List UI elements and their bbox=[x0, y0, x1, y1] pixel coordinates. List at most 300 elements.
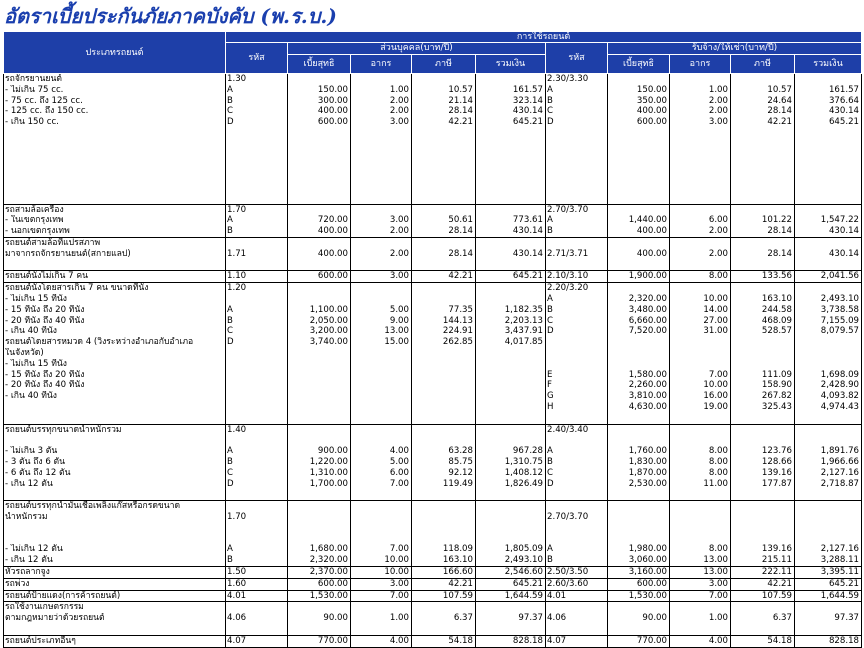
cell-line: 376.64 bbox=[828, 95, 860, 106]
commercial-vat-cell bbox=[731, 204, 795, 237]
table-row bbox=[4, 204, 862, 237]
cell-line: 2,041.56 bbox=[820, 271, 860, 282]
cell-line: 28.14 bbox=[767, 248, 792, 259]
cell-line: 1.00 bbox=[708, 613, 728, 624]
cell-line: 4.06 bbox=[547, 613, 567, 624]
cell-line: 1.70 bbox=[227, 204, 247, 215]
cell-line bbox=[413, 205, 473, 216]
cell-line: A bbox=[547, 544, 553, 555]
cell-line: 2.40/3.40 bbox=[547, 424, 589, 435]
vehicle-type-cell bbox=[4, 74, 226, 205]
cell-line bbox=[227, 602, 285, 613]
cell-line: A bbox=[227, 446, 233, 457]
cell-line: 10.00 bbox=[384, 566, 409, 577]
cell-line: 2.30/3.30 bbox=[547, 74, 589, 84]
cell-line bbox=[413, 435, 473, 446]
cell-line: B bbox=[547, 456, 553, 467]
personal-stamp-cell bbox=[351, 74, 412, 205]
cell-line bbox=[227, 294, 285, 305]
commercial-stamp-cell bbox=[670, 283, 731, 424]
commercial-net-premium-cell bbox=[608, 578, 670, 590]
cell-line bbox=[609, 523, 667, 534]
commercial-vat-cell bbox=[731, 237, 795, 270]
cell-line: 4.01 bbox=[547, 590, 567, 601]
cell-line bbox=[671, 238, 728, 249]
commercial-total-cell bbox=[795, 635, 862, 647]
personal-code-cell bbox=[226, 635, 288, 647]
cell-line: 166.60 bbox=[442, 566, 473, 577]
personal-vat-cell bbox=[412, 237, 476, 270]
cell-line bbox=[547, 501, 605, 512]
cell-line bbox=[671, 435, 728, 446]
commercial-total-cell bbox=[795, 501, 862, 567]
cell-line: 222.11 bbox=[761, 566, 792, 577]
personal-total-cell bbox=[476, 74, 546, 205]
cell-line bbox=[732, 348, 792, 359]
table-row bbox=[4, 237, 862, 270]
cell-line: 1.50 bbox=[227, 566, 247, 577]
cell-line bbox=[289, 205, 348, 216]
cell-line: 1,408.12 bbox=[504, 467, 543, 478]
cell-line bbox=[413, 501, 473, 512]
cell-line: 24.64 bbox=[767, 95, 792, 106]
cell-line: 2.00 bbox=[389, 248, 409, 259]
cell-line bbox=[413, 425, 473, 436]
vehicle-type-cell bbox=[4, 204, 226, 237]
vehicle-type-cell bbox=[4, 283, 226, 424]
commercial-vat-cell bbox=[731, 283, 795, 424]
personal-code-cell bbox=[226, 566, 288, 578]
cell-line: - ไม่เกิน 12 ตัน bbox=[5, 544, 63, 555]
cell-line bbox=[289, 512, 348, 523]
cell-line: 1.70 bbox=[227, 511, 247, 522]
cell-line: B bbox=[547, 226, 553, 237]
cell-line: A bbox=[227, 544, 233, 555]
cell-line: 2.10/3.10 bbox=[547, 271, 589, 282]
cell-line bbox=[732, 435, 792, 446]
cell-line: - ไม่เกิน 3 ตัน bbox=[5, 446, 58, 457]
cell-line: 4,974.43 bbox=[820, 401, 860, 412]
cell-line: 10.00 bbox=[703, 293, 728, 304]
cell-line bbox=[609, 534, 667, 545]
cell-line bbox=[609, 337, 667, 348]
cell-line: 1,760.00 bbox=[628, 446, 667, 457]
cell-line bbox=[671, 501, 728, 512]
cell-line bbox=[671, 283, 728, 294]
cell-line: 2,127.16 bbox=[820, 544, 860, 555]
cell-line: 28.14 bbox=[767, 226, 792, 237]
cell-line: 1,826.49 bbox=[504, 478, 543, 489]
cell-line: 1.20 bbox=[227, 283, 247, 294]
commercial-vat-header: ภาษี bbox=[731, 55, 795, 74]
cell-line: 27.00 bbox=[703, 315, 728, 326]
cell-line: 1,644.59 bbox=[504, 590, 543, 601]
commercial-code-cell bbox=[546, 590, 608, 602]
cell-line: 1,547.22 bbox=[820, 215, 860, 226]
personal-net-premium-cell bbox=[288, 578, 351, 590]
cell-line bbox=[477, 238, 543, 249]
cell-line bbox=[477, 523, 543, 534]
cell-line: 3.00 bbox=[389, 578, 409, 589]
cell-line: - เกิน 40 ที่นั่ง bbox=[5, 391, 57, 402]
table-row bbox=[4, 602, 862, 635]
cell-line: 42.21 bbox=[448, 117, 473, 128]
cell-line bbox=[609, 348, 667, 359]
cell-line: 770.00 bbox=[317, 635, 348, 646]
cell-line bbox=[671, 512, 728, 523]
cell-line: 4.06 bbox=[227, 613, 247, 624]
personal-net-premium-cell bbox=[288, 635, 351, 647]
cell-line bbox=[477, 512, 543, 523]
cell-line: - ไม่เกิน 75 cc. bbox=[5, 84, 64, 95]
cell-line: 430.14 bbox=[512, 248, 543, 259]
cell-line: 42.21 bbox=[767, 578, 792, 589]
personal-code-cell bbox=[226, 602, 288, 635]
cell-line: 101.22 bbox=[761, 215, 792, 226]
personal-vat-cell bbox=[412, 204, 476, 237]
cell-line: 13.00 bbox=[703, 555, 728, 566]
personal-total-cell bbox=[476, 578, 546, 590]
cell-line: 3,740.00 bbox=[309, 337, 348, 348]
cell-line bbox=[796, 348, 859, 359]
personal-code-cell bbox=[226, 578, 288, 590]
commercial-stamp-cell bbox=[670, 566, 731, 578]
cell-line: 7.00 bbox=[389, 544, 409, 555]
cell-line bbox=[289, 534, 348, 545]
cell-line: - เกิน 150 cc. bbox=[5, 117, 59, 128]
cell-line: 63.28 bbox=[448, 446, 473, 457]
personal-vat-cell bbox=[412, 501, 476, 567]
cell-line: 9.00 bbox=[389, 315, 409, 326]
cell-line bbox=[671, 602, 728, 613]
cell-line bbox=[609, 425, 667, 436]
cell-line bbox=[352, 283, 409, 294]
cell-line: 645.21 bbox=[512, 271, 543, 282]
cell-line: 2.70/3.70 bbox=[547, 204, 589, 215]
personal-vat-cell bbox=[412, 602, 476, 635]
cell-line bbox=[352, 512, 409, 523]
cell-line bbox=[477, 294, 543, 305]
cell-line: 224.91 bbox=[442, 326, 473, 337]
cell-line bbox=[477, 435, 543, 446]
cell-line bbox=[289, 435, 348, 446]
cell-line: 128.66 bbox=[761, 456, 792, 467]
cell-line: 4,017.85 bbox=[504, 337, 543, 348]
personal-code-cell bbox=[226, 74, 288, 205]
cell-line: D bbox=[547, 478, 554, 489]
vehicle-type-cell bbox=[4, 578, 226, 590]
cell-line: - ไม่เกิน 15 ที่นั่ง bbox=[5, 358, 67, 369]
cell-line: 2.00 bbox=[708, 95, 728, 106]
cell-line bbox=[5, 435, 223, 446]
cell-line: - 20 ที่นั่ง ถึง 40 ที่นั่ง bbox=[5, 380, 85, 391]
cell-line bbox=[289, 238, 348, 249]
cell-line bbox=[609, 359, 667, 370]
cell-line: 2.20/3.20 bbox=[547, 283, 589, 294]
cell-line bbox=[413, 238, 473, 249]
cell-line: 2.60/3.60 bbox=[547, 578, 589, 589]
cell-line: 3.00 bbox=[389, 215, 409, 226]
cell-line bbox=[732, 523, 792, 534]
cell-line: รถยนต์สามล้อที่แปรสภาพ bbox=[5, 237, 101, 248]
cell-line: 2,428.90 bbox=[820, 380, 860, 391]
cell-line: B bbox=[227, 315, 233, 326]
commercial-net-premium-cell bbox=[608, 590, 670, 602]
commercial-stamp-header: อากร bbox=[670, 55, 731, 74]
cell-line: - ไม่เกิน 15 ที่นั่ง bbox=[5, 293, 67, 304]
cell-line bbox=[227, 501, 285, 512]
cell-line: 2,718.87 bbox=[820, 478, 860, 489]
commercial-stamp-cell bbox=[670, 590, 731, 602]
cell-line: 1,530.00 bbox=[628, 590, 667, 601]
cell-line: C bbox=[547, 106, 554, 117]
cell-line: รถยนต์บรรทุกน้ำมันเชื้อเพลิงแก๊สหรือกรดขนาด bbox=[5, 501, 181, 512]
cell-line: รถสามล้อเครื่อง bbox=[5, 204, 64, 215]
cell-line: D bbox=[227, 478, 234, 489]
personal-total-cell bbox=[476, 204, 546, 237]
cell-line: 1,182.35 bbox=[504, 304, 543, 315]
cell-line: 5.00 bbox=[389, 456, 409, 467]
cell-line: 2.70/3.70 bbox=[547, 511, 589, 522]
cell-line: 2.00 bbox=[708, 226, 728, 237]
cell-line bbox=[352, 205, 409, 216]
commercial-code-cell bbox=[546, 283, 608, 424]
cell-line: B bbox=[547, 555, 553, 566]
cell-line: 4,093.82 bbox=[820, 391, 860, 402]
cell-line: B bbox=[227, 226, 233, 237]
cell-line bbox=[547, 435, 605, 446]
cell-line bbox=[413, 74, 473, 85]
cell-line: 1,966.66 bbox=[820, 456, 860, 467]
table-row bbox=[4, 501, 862, 567]
cell-line: 15.00 bbox=[384, 337, 409, 348]
cell-line: 8.00 bbox=[708, 467, 728, 478]
cell-line bbox=[732, 534, 792, 545]
cell-line: รถพ่วง bbox=[5, 578, 30, 589]
cell-line: 4.01 bbox=[227, 590, 247, 601]
cell-line: 1.00 bbox=[389, 613, 409, 624]
cell-line: 1,530.00 bbox=[309, 590, 348, 601]
cell-line: 3.00 bbox=[389, 117, 409, 128]
cell-line: 1,440.00 bbox=[628, 215, 667, 226]
cell-line bbox=[732, 501, 792, 512]
cell-line: 10.57 bbox=[767, 84, 792, 95]
cell-line bbox=[352, 523, 409, 534]
cell-line bbox=[609, 602, 667, 613]
cell-line: 430.14 bbox=[828, 226, 860, 237]
cell-line: 1,980.00 bbox=[628, 544, 667, 555]
commercial-stamp-cell bbox=[670, 271, 731, 283]
cell-line: 1,870.00 bbox=[628, 467, 667, 478]
cell-line: - 15 ที่นั่ง ถึง 20 ที่นั่ง bbox=[5, 304, 85, 315]
commercial-vat-cell bbox=[731, 590, 795, 602]
cell-line bbox=[227, 238, 285, 249]
commercial-total-cell bbox=[795, 424, 862, 501]
commercial-code-cell bbox=[546, 271, 608, 283]
vehicle-type-cell bbox=[4, 424, 226, 501]
commercial-vat-cell bbox=[731, 602, 795, 635]
cell-line: 150.00 bbox=[317, 84, 348, 95]
cell-line: 42.21 bbox=[448, 578, 473, 589]
cell-line bbox=[413, 283, 473, 294]
cell-line: A bbox=[227, 84, 233, 95]
cell-line: 90.00 bbox=[642, 613, 667, 624]
cell-line bbox=[289, 501, 348, 512]
personal-code-cell bbox=[226, 590, 288, 602]
cell-line: 158.90 bbox=[761, 380, 792, 391]
commercial-total-cell bbox=[795, 590, 862, 602]
cell-line bbox=[796, 425, 859, 436]
personal-stamp-cell bbox=[351, 204, 412, 237]
cell-line: 31.00 bbox=[703, 326, 728, 337]
cell-line bbox=[609, 501, 667, 512]
cell-line: 2,260.00 bbox=[628, 380, 667, 391]
commercial-stamp-cell bbox=[670, 578, 731, 590]
cell-line: 2,050.00 bbox=[309, 315, 348, 326]
cell-line bbox=[413, 534, 473, 545]
cell-line: 1,700.00 bbox=[309, 478, 348, 489]
cell-line bbox=[609, 238, 667, 249]
cell-line: 645.21 bbox=[828, 578, 860, 589]
cell-line bbox=[796, 435, 859, 446]
cell-line: 1.00 bbox=[708, 84, 728, 95]
cell-line: 139.16 bbox=[761, 544, 792, 555]
personal-vat-cell bbox=[412, 74, 476, 205]
cell-line: รถยนต์โดยสารหมวด 4 (วิ่งระหว่างอำเภอกับอำเภอ bbox=[5, 337, 194, 348]
cell-line bbox=[732, 602, 792, 613]
cell-line: 3,738.58 bbox=[820, 304, 860, 315]
commercial-stamp-cell bbox=[670, 501, 731, 567]
cell-line: มาจากรถจักรยานยนต์(สกายแลป) bbox=[5, 248, 131, 259]
commercial-stamp-cell bbox=[670, 204, 731, 237]
commercial-net-premium-cell bbox=[608, 271, 670, 283]
vehicle-type-cell bbox=[4, 602, 226, 635]
vehicle-type-cell bbox=[4, 590, 226, 602]
personal-net-premium-cell bbox=[288, 74, 351, 205]
cell-line: 967.28 bbox=[512, 446, 543, 457]
commercial-code-cell bbox=[546, 74, 608, 205]
cell-line bbox=[289, 294, 348, 305]
table-row bbox=[4, 635, 862, 647]
cell-line: 645.21 bbox=[828, 117, 860, 128]
cell-line: ในจังหวัด) bbox=[5, 347, 44, 358]
personal-stamp-cell bbox=[351, 424, 412, 501]
cell-line: - 125 cc. ถึง 150 cc. bbox=[5, 106, 89, 117]
cell-line bbox=[477, 534, 543, 545]
personal-code-cell bbox=[226, 501, 288, 567]
cell-line bbox=[352, 435, 409, 446]
cell-line: 400.00 bbox=[636, 248, 667, 259]
vehicle-type-cell bbox=[4, 501, 226, 567]
personal-stamp-cell bbox=[351, 635, 412, 647]
cell-line: 42.21 bbox=[448, 271, 473, 282]
cell-line bbox=[796, 238, 859, 249]
cell-line: 400.00 bbox=[317, 248, 348, 259]
cell-line: 161.57 bbox=[828, 84, 860, 95]
personal-vat-cell bbox=[412, 566, 476, 578]
cell-line bbox=[796, 501, 859, 512]
personal-total-cell bbox=[476, 283, 546, 424]
cell-line: 118.09 bbox=[442, 544, 473, 555]
cell-line: 3,437.91 bbox=[504, 326, 543, 337]
table-body bbox=[4, 74, 862, 648]
cell-line: - 6 ตัน ถึง 12 ตัน bbox=[5, 467, 71, 478]
cell-line: 600.00 bbox=[317, 578, 348, 589]
cell-line: C bbox=[227, 106, 234, 117]
cell-line bbox=[547, 523, 605, 534]
cell-line bbox=[732, 238, 792, 249]
cell-line: 900.00 bbox=[317, 446, 348, 457]
cell-line bbox=[289, 523, 348, 534]
cell-line: 10.00 bbox=[384, 555, 409, 566]
cell-line: 3.00 bbox=[708, 117, 728, 128]
personal-net-premium-cell bbox=[288, 424, 351, 501]
cell-line: 1,805.09 bbox=[504, 544, 543, 555]
cell-line: 119.49 bbox=[442, 478, 473, 489]
cell-line: 4.00 bbox=[708, 635, 728, 646]
cell-line bbox=[796, 74, 859, 85]
cell-line: 2.00 bbox=[708, 248, 728, 259]
cell-line: 2,493.10 bbox=[820, 293, 860, 304]
cell-line bbox=[352, 74, 409, 85]
cell-line bbox=[227, 523, 285, 534]
cell-line: - นอกเขตกรุงเทพ bbox=[5, 226, 70, 237]
cell-line: 42.21 bbox=[767, 117, 792, 128]
cell-line: 21.14 bbox=[448, 95, 473, 106]
cell-line bbox=[413, 523, 473, 534]
page-title: อัตราเบี้ยประกันภัยภาคบังคับ (พ.ร.บ.) bbox=[4, 4, 337, 28]
cell-line: E bbox=[547, 369, 553, 380]
cell-line: 400.00 bbox=[317, 106, 348, 117]
cell-line: 430.14 bbox=[828, 248, 860, 259]
cell-line: 645.21 bbox=[512, 578, 543, 589]
cell-line: D bbox=[227, 337, 234, 348]
cell-line: 2,370.00 bbox=[309, 566, 348, 577]
cell-line: 161.57 bbox=[512, 84, 543, 95]
cell-line: 163.10 bbox=[761, 293, 792, 304]
personal-stamp-cell bbox=[351, 590, 412, 602]
cell-line: A bbox=[547, 446, 553, 457]
cell-line bbox=[732, 74, 792, 85]
commercial-vat-cell bbox=[731, 74, 795, 205]
cell-line: 1,900.00 bbox=[628, 271, 667, 282]
cell-line: - ในเขตกรุงเทพ bbox=[5, 215, 64, 226]
cell-line: 54.18 bbox=[767, 635, 792, 646]
cell-line bbox=[732, 512, 792, 523]
personal-code-cell bbox=[226, 283, 288, 424]
cell-line: C bbox=[547, 315, 554, 326]
cell-line: 400.00 bbox=[636, 226, 667, 237]
cell-line: 323.14 bbox=[512, 95, 543, 106]
commercial-code-cell bbox=[546, 501, 608, 567]
cell-line bbox=[413, 602, 473, 613]
table-row bbox=[4, 74, 862, 205]
cell-line: 2,530.00 bbox=[628, 478, 667, 489]
personal-net-premium-cell bbox=[288, 237, 351, 270]
cell-line: F bbox=[547, 380, 552, 391]
cell-line: 2,493.10 bbox=[504, 555, 543, 566]
cell-line: 262.85 bbox=[442, 337, 473, 348]
cell-line: 3.00 bbox=[389, 271, 409, 282]
cell-line: 300.00 bbox=[317, 95, 348, 106]
cell-line: 111.09 bbox=[761, 369, 792, 380]
cell-line bbox=[671, 348, 728, 359]
cell-line: 97.37 bbox=[834, 613, 860, 624]
cell-line: - 75 cc. ถึง 125 cc. bbox=[5, 95, 83, 106]
cell-line bbox=[732, 283, 792, 294]
cell-line: 773.61 bbox=[512, 215, 543, 226]
cell-line bbox=[352, 294, 409, 305]
